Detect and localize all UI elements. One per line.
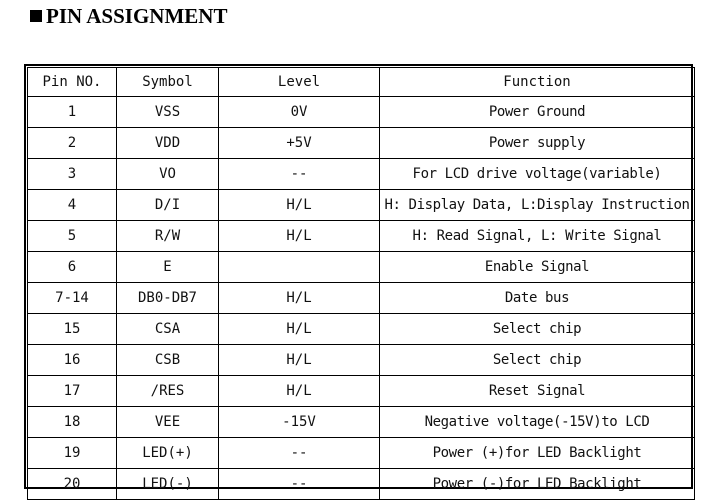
pin-number-cell: 4 — [28, 190, 117, 221]
level-cell: H/L — [219, 283, 380, 314]
table-row — [28, 128, 695, 159]
table-row — [28, 438, 695, 469]
table-row — [28, 221, 695, 252]
symbol-cell: LED(-) — [117, 469, 219, 500]
table-row — [28, 345, 695, 376]
table-row — [28, 469, 695, 500]
pin-number-cell: 2 — [28, 128, 117, 159]
symbol-cell: DB0-DB7 — [117, 283, 219, 314]
function-cell: Power supply — [380, 128, 695, 159]
pin-number-cell: 6 — [28, 252, 117, 283]
symbol-cell: VSS — [117, 97, 219, 128]
pin-number-cell: 20 — [28, 469, 117, 500]
header-level: Level — [219, 68, 380, 97]
level-cell: +5V — [219, 128, 380, 159]
function-cell: Negative voltage(-15V)to LCD — [380, 407, 695, 438]
square-bullet-icon — [30, 10, 42, 22]
table-header-row — [28, 68, 695, 97]
level-cell: 0V — [219, 97, 380, 128]
symbol-cell: CSA — [117, 314, 219, 345]
level-cell — [219, 252, 380, 283]
symbol-cell: CSB — [117, 345, 219, 376]
symbol-cell: VEE — [117, 407, 219, 438]
symbol-cell: VO — [117, 159, 219, 190]
table-row — [28, 252, 695, 283]
level-cell: -- — [219, 469, 380, 500]
pin-number-cell: 3 — [28, 159, 117, 190]
function-cell: Power (+)for LED Backlight — [380, 438, 695, 469]
level-cell: -15V — [219, 407, 380, 438]
table-row — [28, 314, 695, 345]
table-row — [28, 190, 695, 221]
pin-number-cell: 1 — [28, 97, 117, 128]
level-cell: H/L — [219, 345, 380, 376]
header-pin-no: Pin NO. — [28, 68, 117, 97]
symbol-cell: LED(+) — [117, 438, 219, 469]
level-cell: H/L — [219, 314, 380, 345]
function-cell: Enable Signal — [380, 252, 695, 283]
level-cell: -- — [219, 438, 380, 469]
symbol-cell: /RES — [117, 376, 219, 407]
pin-number-cell: 19 — [28, 438, 117, 469]
function-cell: Select chip — [380, 314, 695, 345]
pin-number-cell: 15 — [28, 314, 117, 345]
function-cell: For LCD drive voltage(variable) — [380, 159, 695, 190]
heading-text: PIN ASSIGNMENT — [46, 4, 228, 28]
pin-number-cell: 16 — [28, 345, 117, 376]
level-cell: H/L — [219, 376, 380, 407]
table-row — [28, 159, 695, 190]
pin-number-cell: 18 — [28, 407, 117, 438]
function-cell: H: Read Signal, L: Write Signal — [380, 221, 695, 252]
header-symbol: Symbol — [117, 68, 219, 97]
function-cell: Select chip — [380, 345, 695, 376]
table-row — [28, 407, 695, 438]
symbol-cell: D/I — [117, 190, 219, 221]
symbol-cell: R/W — [117, 221, 219, 252]
symbol-cell: VDD — [117, 128, 219, 159]
function-cell: Power (-)for LED Backlight — [380, 469, 695, 500]
pin-number-cell: 17 — [28, 376, 117, 407]
table-row — [28, 97, 695, 128]
table-row — [28, 283, 695, 314]
section-heading — [30, 4, 227, 29]
level-cell: -- — [219, 159, 380, 190]
function-cell: Power Ground — [380, 97, 695, 128]
level-cell: H/L — [219, 221, 380, 252]
pin-number-cell: 7-14 — [28, 283, 117, 314]
function-cell: Date bus — [380, 283, 695, 314]
pin-assignment-table — [27, 67, 695, 500]
symbol-cell: E — [117, 252, 219, 283]
level-cell: H/L — [219, 190, 380, 221]
table-row — [28, 376, 695, 407]
pin-number-cell: 5 — [28, 221, 117, 252]
function-cell: H: Display Data, L:Display Instruction — [380, 190, 695, 221]
header-function: Function — [380, 68, 695, 97]
function-cell: Reset Signal — [380, 376, 695, 407]
